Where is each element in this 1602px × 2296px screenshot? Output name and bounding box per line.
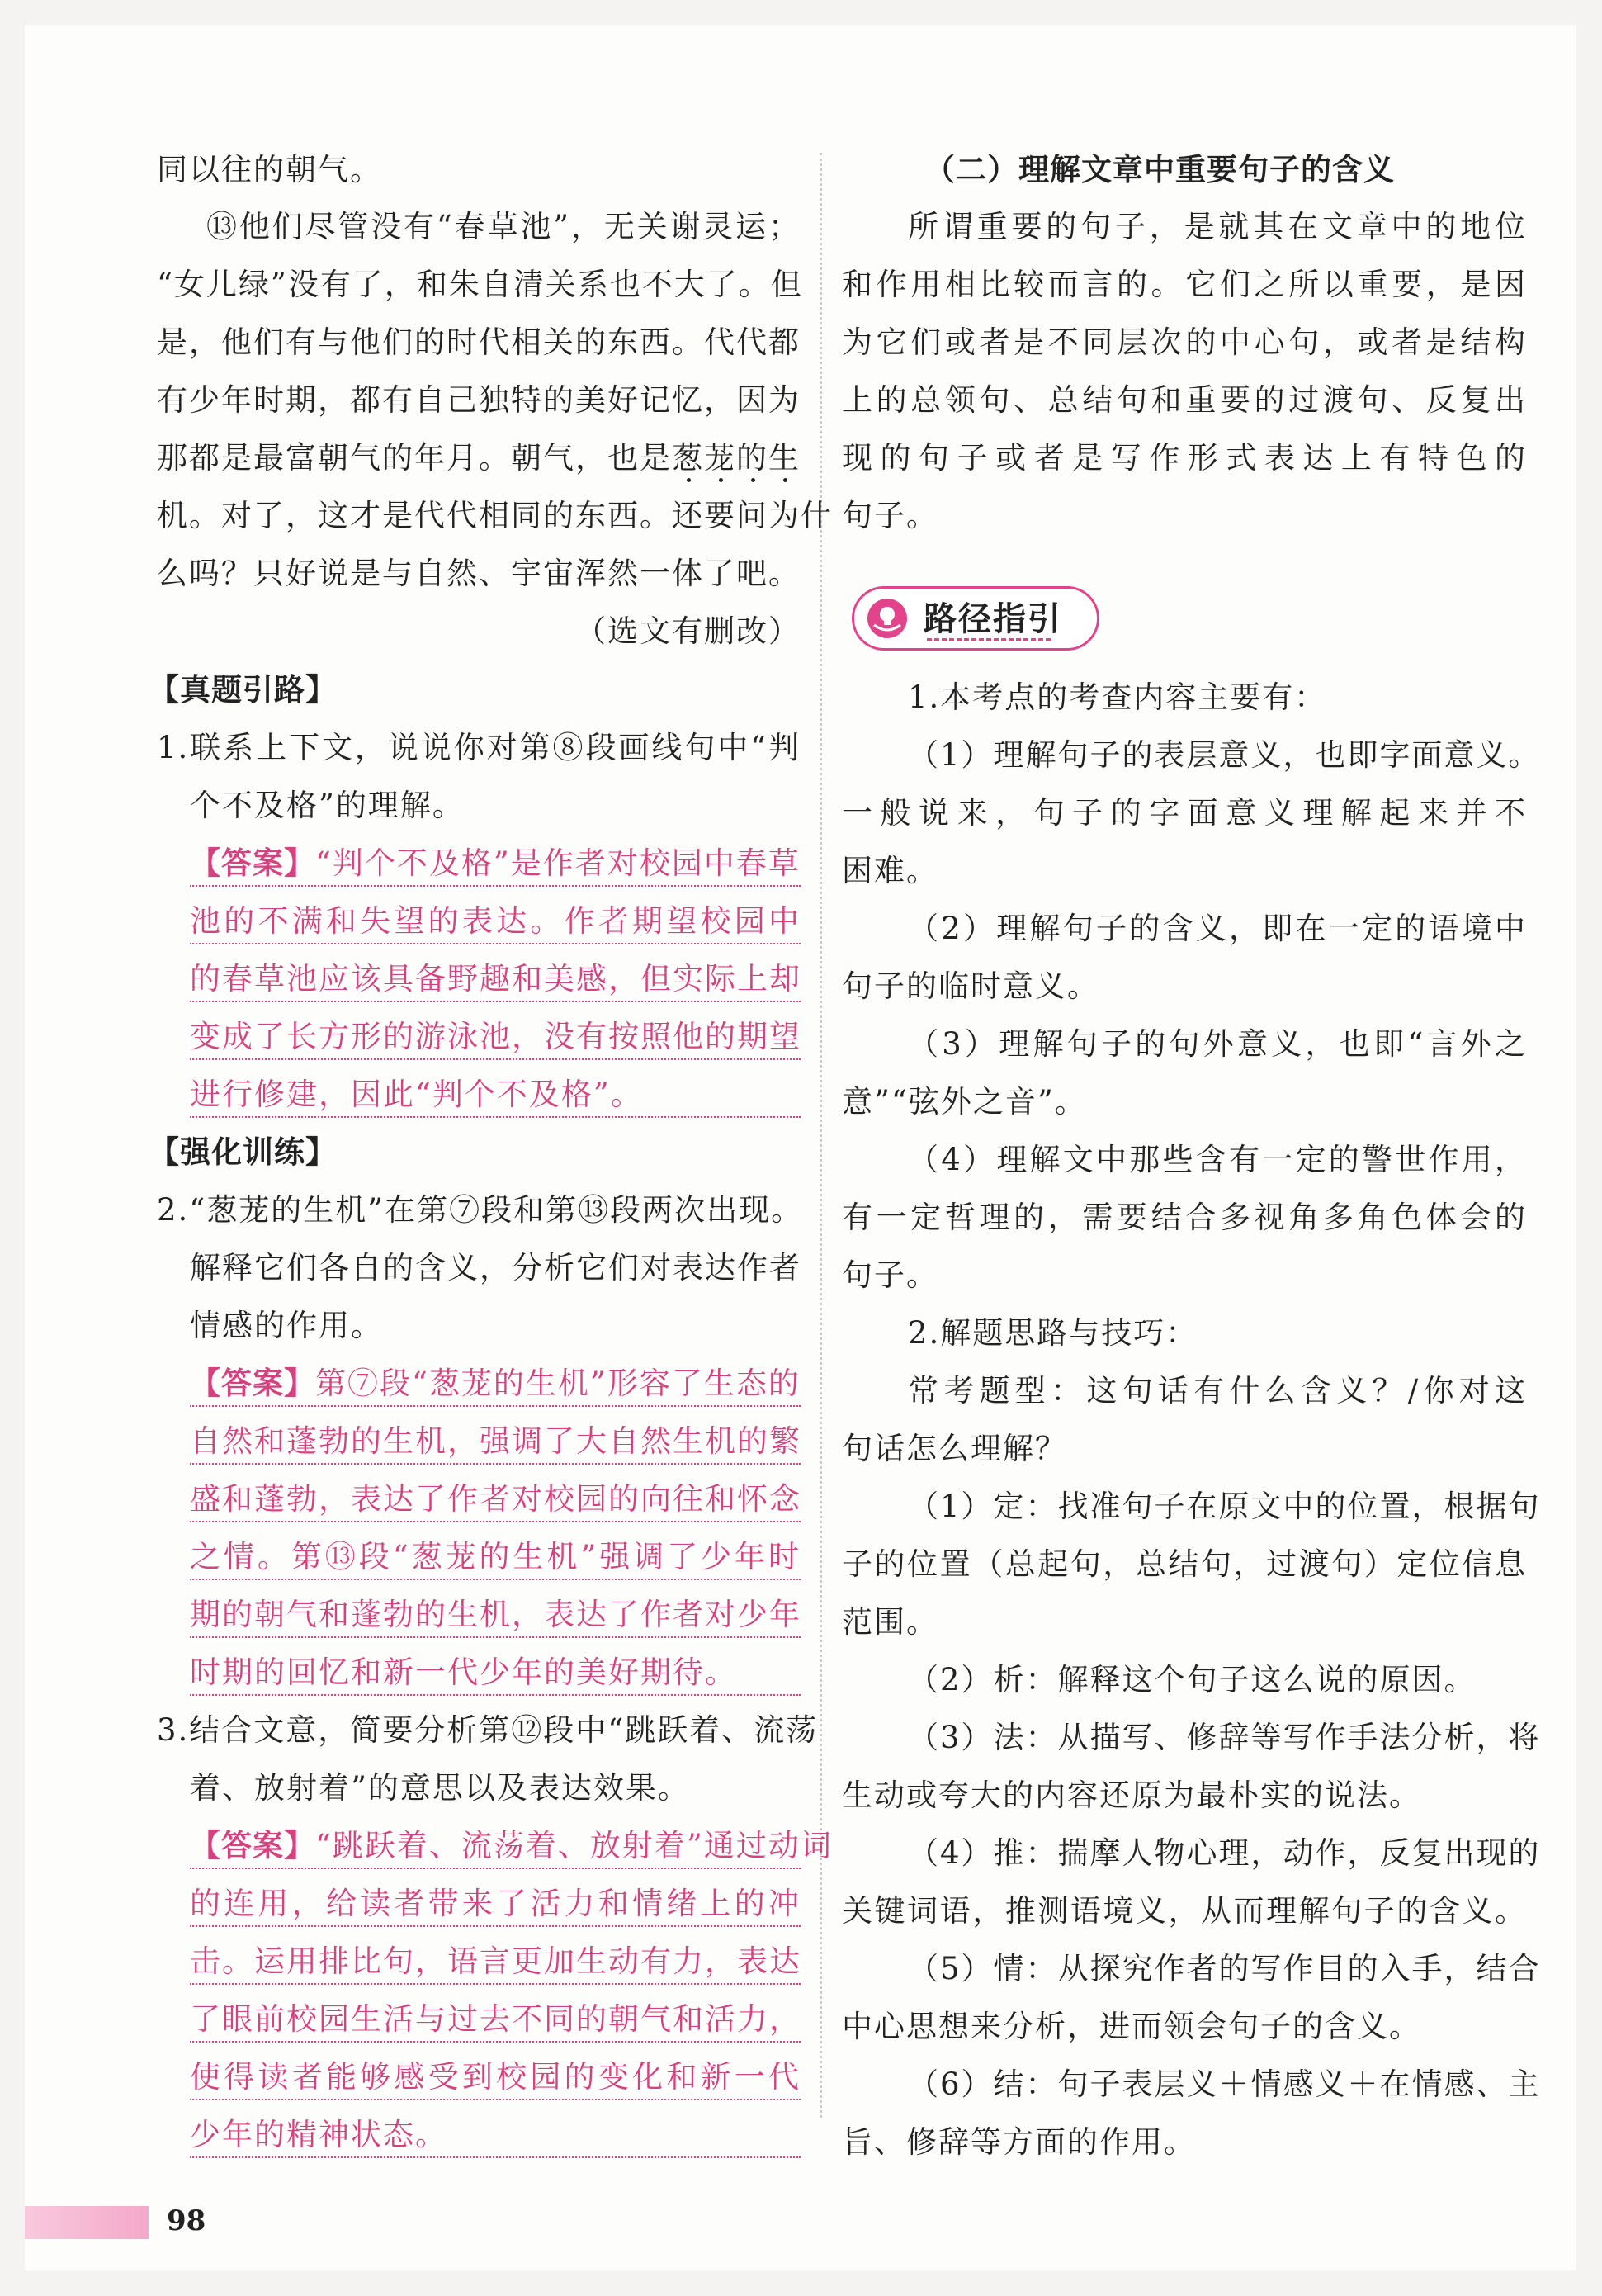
answer-2-line: 时期的回忆和新一代少年的美好期待。: [190, 1651, 801, 1696]
guide-line: 句话怎么理解？: [842, 1431, 1067, 1466]
guide-line: 一般说来，句子的字面意义理解起来并不: [842, 795, 1527, 831]
hand-lightbulb-icon: [867, 599, 907, 638]
para13-line: 机。对了，这才是代代相同的东西。还要问为什: [157, 498, 833, 533]
section-heading: （二）理解文章中重要句子的含义: [924, 152, 1395, 187]
column-divider: [820, 153, 822, 2118]
question-2: 2.“葱茏的生机”在第⑦段和第⑬段两次出现。: [157, 1192, 804, 1228]
section-title-zhenti: 【真题引路】: [149, 672, 337, 708]
para13-line: 么吗？只好说是与自然、宇宙浑然一体了吧。: [157, 556, 801, 591]
answer-3-line: 使得读者能够感受到校园的变化和新一代: [190, 2056, 801, 2100]
intro-line: 和作用相比较而言的。它们之所以重要，是因: [842, 267, 1527, 302]
answer-3-line: 少年的精神状态。: [190, 2114, 801, 2158]
emphasis-char: 生: [768, 440, 801, 476]
answer-2-line: 之情。第⑬段“葱茏的生机”强调了少年时: [190, 1536, 801, 1580]
para13-line: [157, 437, 801, 480]
answer-3-line: 了眼前校园生活与过去不同的朝气和活力，: [190, 1998, 801, 2043]
guide-line: （5）情：从探究作者的写作目的入手，结合: [908, 1951, 1541, 1986]
question-1-cont: 个不及格”的理解。: [190, 788, 465, 823]
guide-line: 子的位置（总起句，总结句，过渡句）定位信息: [842, 1546, 1527, 1582]
question-3: 3.结合文意，简要分析第⑫段中“跳跃着、流荡: [157, 1712, 819, 1748]
footer-color-bar: [25, 2206, 149, 2239]
guide-line: （4）理解文中那些含有一定的警世作用，: [908, 1142, 1527, 1177]
section-title-qianghua: 【强化训练】: [149, 1134, 337, 1170]
answer-3-line: 【答案】“跳跃着、流荡着、放射着”通过动词: [190, 1825, 801, 1869]
guide-line: （3）理解句子的句外意义，也即“言外之: [908, 1026, 1527, 1062]
intro-line: 为它们或者是不同层次的中心句，或者是结构: [842, 324, 1527, 360]
answer-1-line: 变成了长方形的游泳池，没有按照他的期望: [190, 1015, 801, 1060]
guide-line: （1）理解句子的表层意义，也即字面意义。: [908, 737, 1541, 773]
answer-2-line: 期的朝气和蓬勃的生机，表达了作者对少年: [190, 1593, 801, 1638]
guide-line: 意”“弦外之音”。: [842, 1084, 1087, 1120]
answer-label: 【答案】: [190, 1366, 315, 1401]
question-1: 1.联系上下文，说说你对第⑧段画线句中“判: [157, 730, 801, 765]
intro-line: 所谓重要的句子，是就其在文章中的地位: [908, 209, 1527, 244]
answer-1-line: 的春草池应该具备野趣和美感，但实际上却: [190, 958, 801, 1002]
guide-line: （1）定：找准句子在原文中的位置，根据句: [908, 1489, 1541, 1524]
answer-1-line: 【答案】“判个不及格”是作者对校园中春草: [190, 842, 801, 887]
guide-line: （3）法：从描写、修辞等写作手法分析，将: [908, 1720, 1541, 1755]
answer-1-line: 池的不满和失望的表达。作者期望校园中: [190, 900, 801, 944]
answer-label: 【答案】: [190, 1828, 315, 1863]
guide-line: 关键词语，推测语境义，从而理解句子的含义。: [842, 1893, 1527, 1929]
intro-line: 现的句子或者是写作形式表达上有特色的: [842, 440, 1527, 476]
guide-line: （2）析：解释这个句子这么说的原因。: [908, 1662, 1477, 1697]
guide-line: 句子。: [842, 1257, 938, 1293]
question-3-cont: 着、放射着”的意思以及表达效果。: [190, 1770, 690, 1806]
answer-2-line: 自然和蓬勃的生机，强调了大自然生机的繁: [190, 1420, 801, 1465]
guide-line: 困难。: [842, 853, 938, 888]
answer-2-line: 盛和蓬勃，表达了作者对校园的向往和怀念: [190, 1478, 801, 1522]
page-number: 98: [167, 2204, 206, 2237]
guide-line: （4）推：揣摩人物心理，动作，反复出现的: [908, 1835, 1541, 1871]
guide-badge: [852, 586, 1099, 651]
guide-line: 范围。: [842, 1604, 938, 1640]
para13-line: 有少年时期，都有自己独特的美好记忆，因为: [157, 382, 801, 418]
answer-label: 【答案】: [190, 845, 315, 881]
guide-line: 常考题型：这句话有什么含义？/你对这: [908, 1373, 1527, 1408]
answer-3-line: 击。运用排比句，语言更加生动有力，表达: [190, 1940, 801, 1985]
question-2-cont: 情感的作用。: [190, 1308, 383, 1343]
guide-line: （6）结：句子表层义＋情感义＋在情感、主: [908, 2066, 1541, 2102]
guide-title: 路径指引: [924, 600, 1062, 638]
intro-line: 上的总领句、总结句和重要的过渡句、反复出: [842, 382, 1527, 418]
para13-line: 是，他们有与他们的时代相关的东西。代代都: [157, 324, 801, 360]
question-2-cont: 解释它们各自的含义，分析它们对表达作者: [190, 1250, 801, 1285]
emphasis-char: 葱: [672, 440, 704, 476]
guide-underline: [927, 638, 1051, 641]
para13-text: 那都是最富朝气的年月。朝气，也是: [157, 440, 672, 476]
para13-line: “女儿绿”没有了，和朱自清关系也不大了。但: [157, 267, 803, 302]
guide-line: （2）理解句子的含义，即在一定的语境中: [908, 911, 1527, 946]
emphasized-phrase: [672, 440, 801, 476]
answer-3-line: 的连用，给读者带来了活力和情绪上的冲: [190, 1882, 801, 1927]
guide-line: 生动或夸大的内容还原为最朴实的说法。: [842, 1778, 1421, 1813]
para13-line: ⑬他们尽管没有“春草池”，无关谢灵运；: [206, 209, 801, 244]
answer-2-line: 【答案】第⑦段“葱茏的生机”形容了生态的: [190, 1362, 801, 1407]
answer-1-line: 进行修建，因此“判个不及格”。: [190, 1073, 801, 1118]
intro-line: 同以往的朝气。: [157, 152, 382, 187]
workbook-page: [25, 25, 1576, 2270]
guide-line: 中心思想来分析，进而领会句子的含义。: [842, 2009, 1421, 2044]
guide-line: 句子的临时意义。: [842, 968, 1099, 1004]
intro-line: 句子。: [842, 498, 938, 533]
emphasis-char: 茏: [704, 440, 736, 476]
source-note: （选文有删改）: [575, 613, 801, 649]
guide-line: 旨、修辞等方面的作用。: [842, 2124, 1196, 2160]
guide-line: 1.本考点的考查内容主要有：: [908, 679, 1327, 715]
emphasis-char: 的: [736, 440, 768, 476]
guide-line: 有一定哲理的，需要结合多视角多角色体会的: [842, 1200, 1527, 1235]
guide-line: 2.解题思路与技巧：: [908, 1315, 1198, 1351]
